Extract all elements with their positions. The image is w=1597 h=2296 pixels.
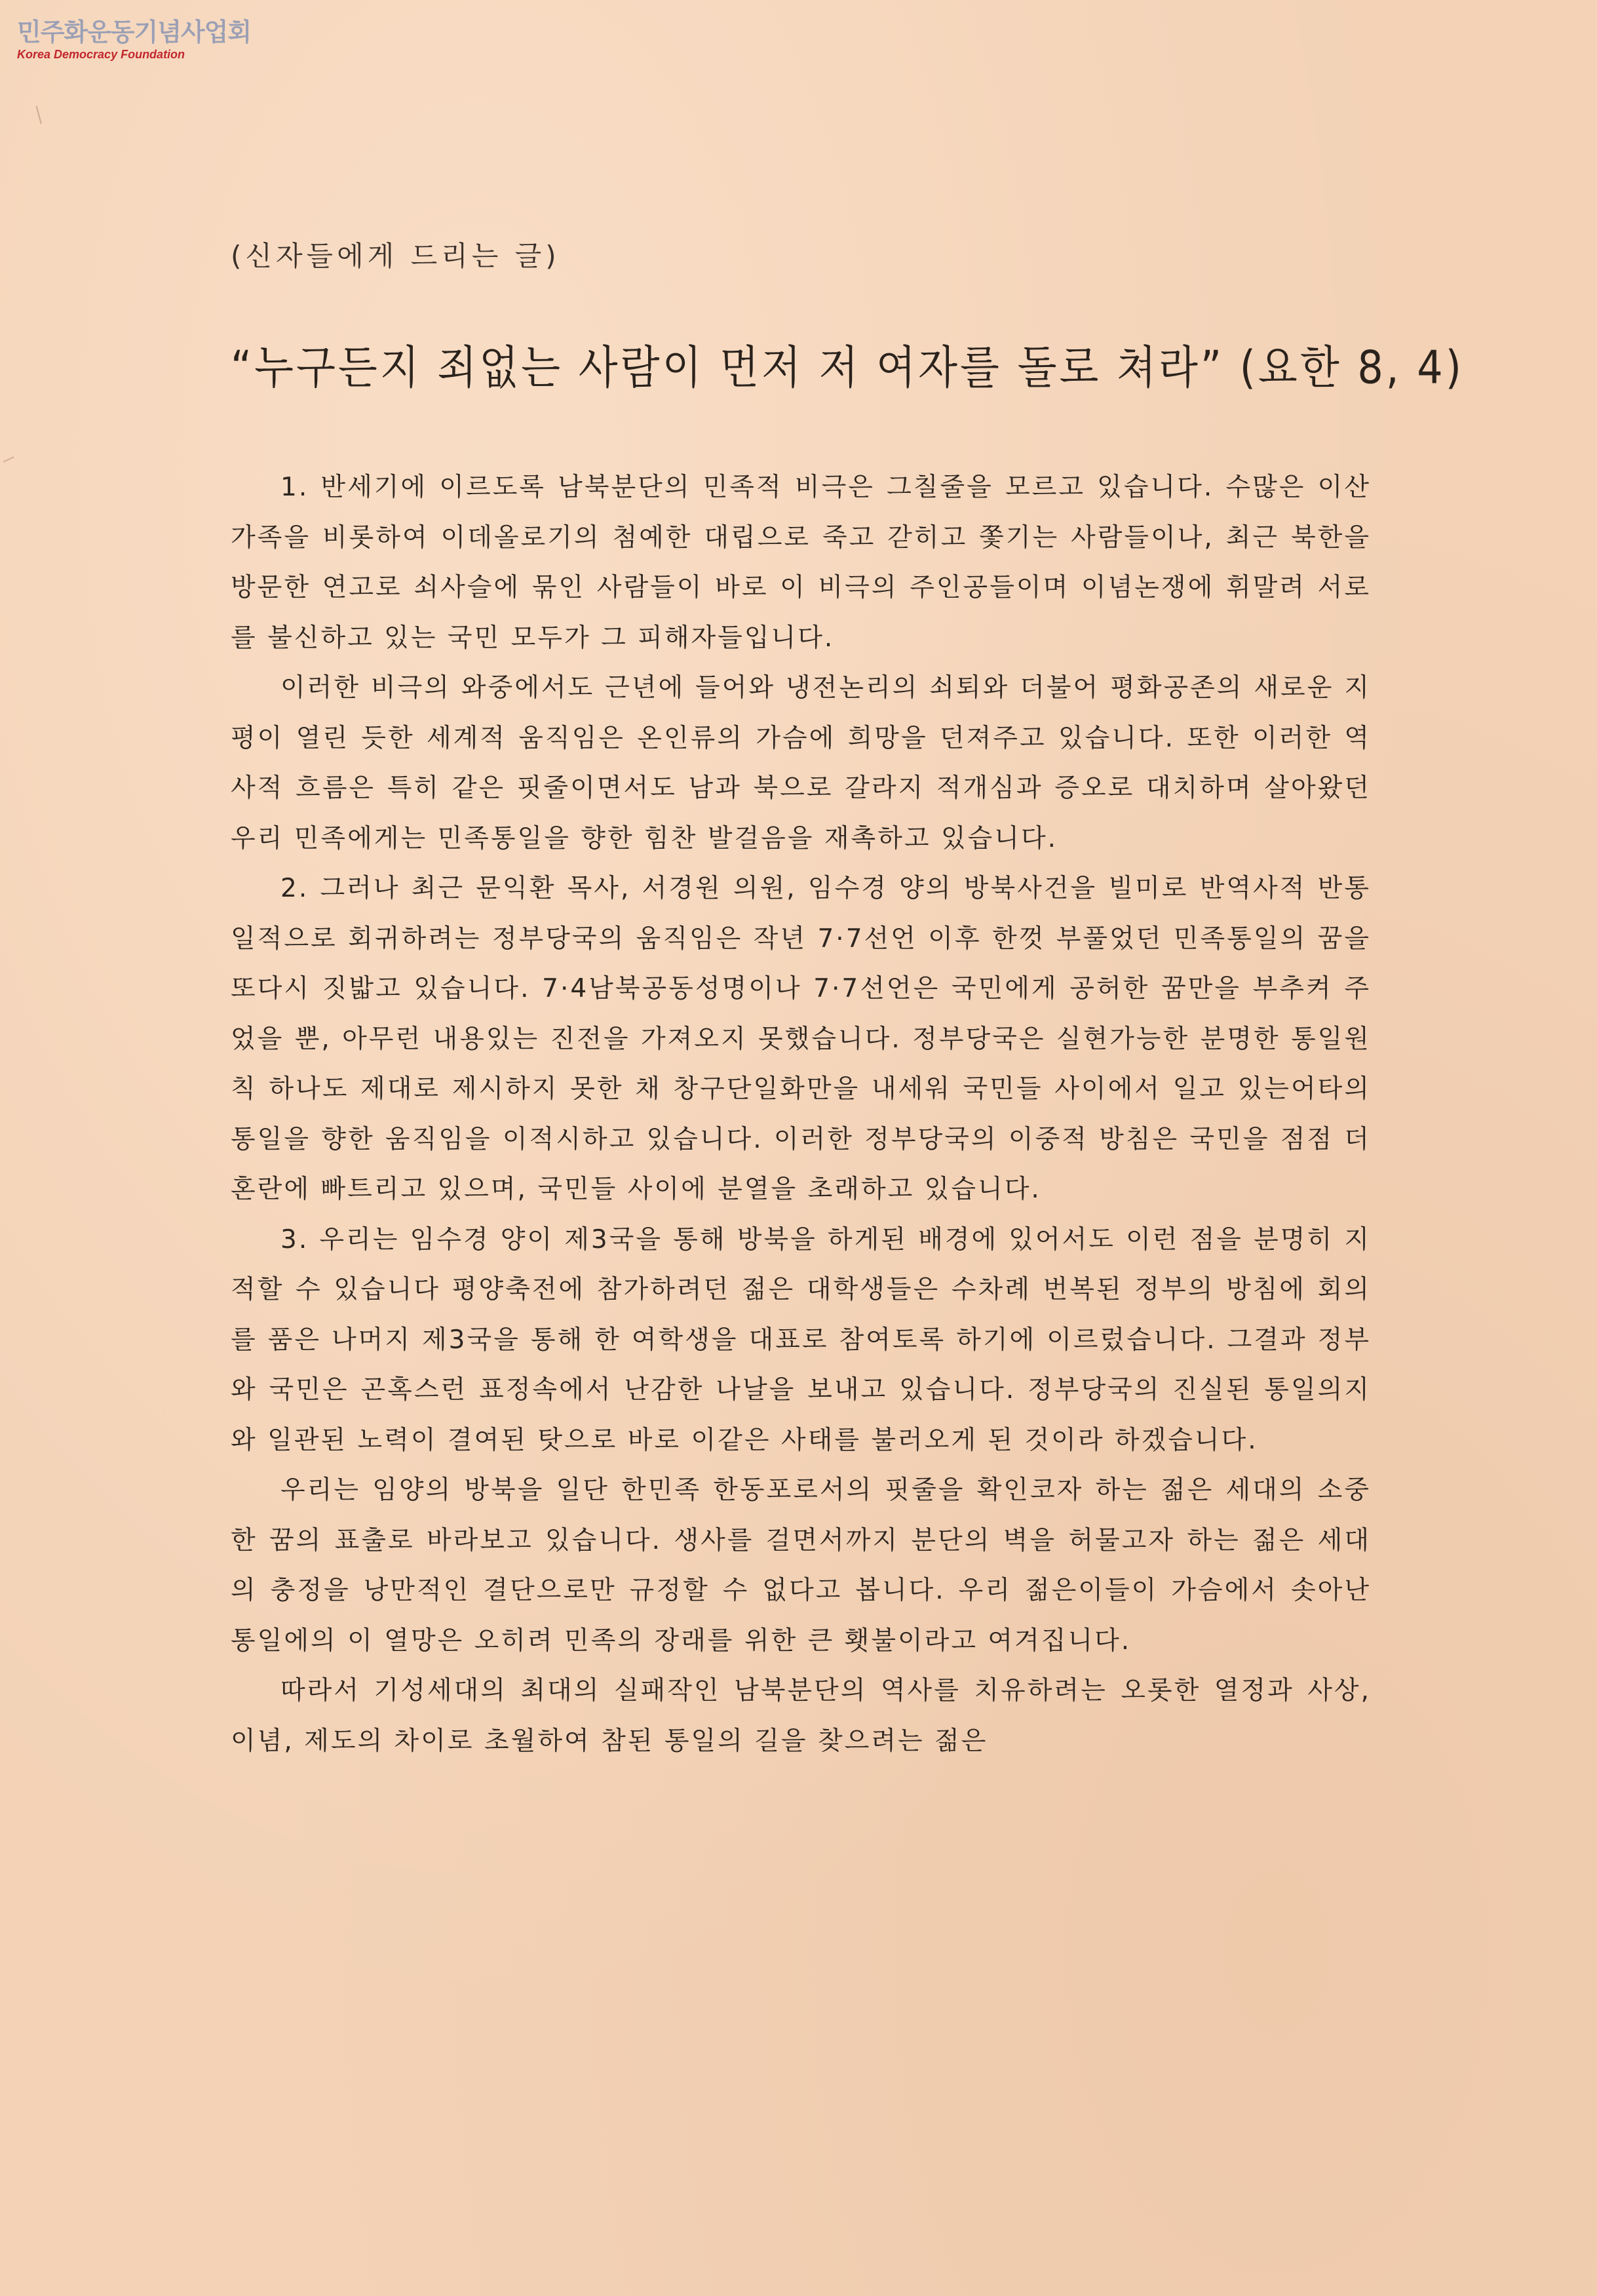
watermark-english-name: Korea Democracy Foundation bbox=[17, 48, 185, 61]
body-paragraph-3: 2. 그러나 최근 문익환 목사, 서경원 의원, 임수경 양의 방북사건을 빌미로 반역사적 반통일적으로 회귀하려는 정부당국의 움직임은 작년 7·7선언 이후 한껏 부풀었던 민족통일의 꿈을 또다시 짓밟고 있습니다. 7·4남북공동성명이나 7·7선언은 국민에게 공허한 꿈만을 부추켜 주었을 뿐, 아무런 내용있는 진전을 가져오지 못했습니다. 정부당국은 실현가능한 분명한 통일원칙 하나도 제대로 제시하지 못한 채 창구단일화만을 내세워 국민들 사이에서 일고 있는어타의 통일을 향한 움직임을 이적시하고 있습니다. 이러한 정부당국의 이중적 방침은 국민을 점점 더 혼란에 빠트리고 있으며, 국민들 사이에 분열을 초래하고 있습니다. bbox=[231, 874, 1371, 1204]
foundation-watermark bbox=[17, 17, 252, 62]
watermark-korean-name: 민주화운동기념사업회 bbox=[17, 18, 252, 47]
paper-edge-mark bbox=[3, 456, 14, 462]
body-paragraph-6: 따라서 기성세대의 최대의 실패작인 남북분단의 역사를 치유하려는 오롯한 열정과 사상, 이념, 제도의 차이로 초월하여 참된 통일의 길을 찾으려는 젊은 bbox=[231, 1676, 1371, 1756]
paper-scratch-mark bbox=[36, 104, 48, 124]
document-title: “누구든지 죄없는 사람이 먼저 저 여자를 돌로 쳐라” (요한 8, 4) bbox=[231, 340, 1464, 395]
body-paragraph-5: 우리는 임양의 방북을 일단 한민족 한동포로서의 핏줄을 확인코자 하는 젊은 세대의 소중한 꿈의 표출로 바라보고 있습니다. 생사를 걸면서까지 분단의 벽을 허물고자 하는 젊은 세대의 충정을 낭만적인 결단으로만 규정할 수 없다고 봅니다. 우리 젊은이들이 가슴에서 솟아난 통일에의 이 열망은 오히려 민족의 장래를 위한 큰 횃불이라고 여겨집니다. bbox=[231, 1475, 1371, 1656]
document-subtitle: (신자들에게 드리는 글) bbox=[231, 240, 560, 272]
body-paragraph-1: 1. 반세기에 이르도록 남북분단의 민족적 비극은 그칠줄을 모르고 있습니다. 수많은 이산가족을 비롯하여 이데올로기의 첨예한 대립으로 죽고 갇히고 쫓기는 사람들이나, 최근 북한을 방문한 연고로 쇠사슬에 묶인 사람들이 바로 이 비극의 주인공들이며 이념논쟁에 휘말려 서로를 불신하고 있는 국민 모두가 그 피해자들입니다. bbox=[231, 473, 1371, 653]
body-paragraph-2: 이러한 비극의 와중에서도 근년에 들어와 냉전논리의 쇠퇴와 더불어 평화공존의 새로운 지평이 열린 듯한 세계적 움직임은 온인류의 가슴에 희망을 던져주고 있습니다. 또한 이러한 역사적 흐름은 특히 같은 핏줄이면서도 남과 북으로 갈라지 적개심과 증오로 대치하며 살아왔던 우리 민족에게는 민족통일을 향한 힘찬 발걸음을 재촉하고 있습니다. bbox=[231, 673, 1371, 853]
body-paragraph-4: 3. 우리는 임수경 양이 제3국을 통해 방북을 하게된 배경에 있어서도 이런 점을 분명히 지적할 수 있습니다 평양축전에 참가하려던 젊은 대학생들은 수차례 번복된 정부의 방침에 회의를 품은 나머지 제3국을 통해 한 여학생을 대표로 참여토록 하기에 이르렀습니다. 그결과 정부와 국민은 곤혹스런 표정속에서 난감한 나날을 보내고 있습니다. 정부당국의 진실된 통일의지와 일관된 노력이 결여된 탓으로 바로 이같은 사태를 불러오게 된 것이라 하겠습니다. bbox=[231, 1224, 1371, 1455]
document-body bbox=[231, 463, 1371, 1766]
